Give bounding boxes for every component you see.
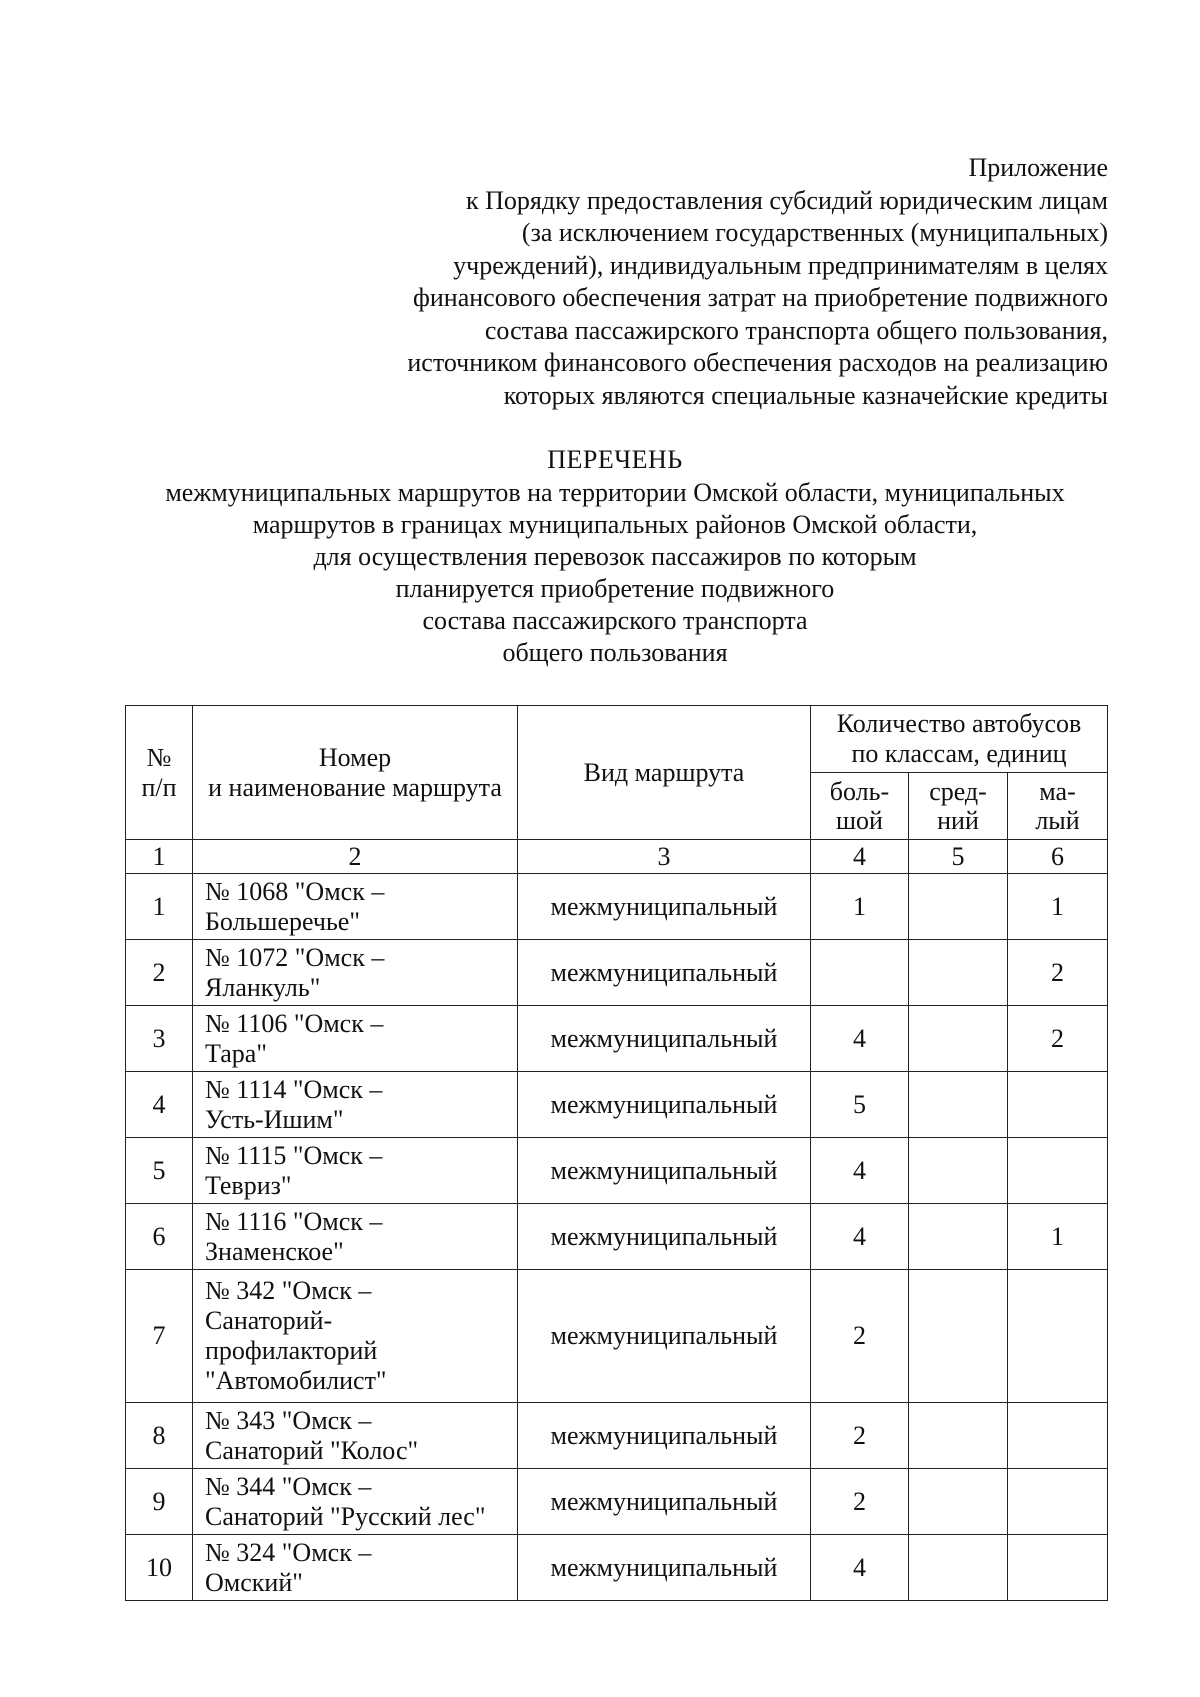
row-number: 9 <box>126 1469 193 1535</box>
header-large-line: шой <box>836 806 883 835</box>
appendix-line: учреждений), индивидуальным предпринимателям в целях <box>453 250 1108 280</box>
route-kind: межмуниципальный <box>518 1072 811 1138</box>
title-line: планируется приобретение подвижного <box>395 574 835 603</box>
header-num <box>126 706 193 840</box>
row-number: 10 <box>126 1535 193 1601</box>
route-name-line: профилакторий <box>205 1336 378 1365</box>
row-number: 4 <box>126 1072 193 1138</box>
route-name-line: № 1106 "Омск – <box>205 1008 384 1038</box>
header-num-line: № <box>146 742 172 772</box>
route-name-line: Санаторий "Колос" <box>205 1435 419 1465</box>
document-title <box>110 444 1120 669</box>
bus-count-small <box>1008 1535 1108 1601</box>
header-buses <box>811 706 1108 773</box>
bus-count-medium <box>909 1270 1008 1403</box>
header-medium <box>909 773 1008 840</box>
header-buses-line: Количество автобусов <box>836 709 1082 738</box>
bus-count-medium <box>909 1469 1008 1535</box>
column-index: 2 <box>193 840 518 874</box>
route-name <box>193 1204 518 1270</box>
table-row <box>126 1270 1108 1403</box>
header-small-line: ма- <box>1039 777 1076 806</box>
header-small-line: лый <box>1035 806 1080 835</box>
table-row <box>126 1204 1108 1270</box>
route-name-line: № 324 "Омск – <box>205 1537 372 1567</box>
route-name <box>193 1270 518 1403</box>
table-row <box>126 1072 1108 1138</box>
route-kind: межмуниципальный <box>518 1204 811 1270</box>
route-kind: межмуниципальный <box>518 874 811 940</box>
bus-count-small <box>1008 1270 1108 1403</box>
bus-count-large: 2 <box>811 1403 909 1469</box>
bus-count-small: 2 <box>1008 940 1108 1006</box>
column-index: 5 <box>909 840 1008 874</box>
route-name <box>193 1535 518 1601</box>
bus-count-medium <box>909 1403 1008 1469</box>
row-number: 2 <box>126 940 193 1006</box>
table-row <box>126 1403 1108 1469</box>
route-kind: межмуниципальный <box>518 1270 811 1403</box>
title-line: состава пассажирского транспорта <box>422 606 808 635</box>
appendix-line: которых являются специальные казначейские кредиты <box>503 380 1108 410</box>
bus-count-small <box>1008 1469 1108 1535</box>
appendix-header <box>288 152 1108 412</box>
bus-count-small: 1 <box>1008 874 1108 940</box>
bus-count-large: 2 <box>811 1469 909 1535</box>
header-kind: Вид маршрута <box>518 706 811 840</box>
route-kind: межмуниципальный <box>518 1006 811 1072</box>
title-heading: ПЕРЕЧЕНЬ <box>547 445 683 474</box>
route-name-line: № 1116 "Омск – <box>205 1206 383 1236</box>
table-row <box>126 1006 1108 1072</box>
route-name-line: № 342 "Омск – <box>205 1276 372 1305</box>
bus-count-large: 1 <box>811 874 909 940</box>
bus-count-large: 4 <box>811 1204 909 1270</box>
header-medium-line: сред- <box>929 777 987 806</box>
bus-count-large: 4 <box>811 1535 909 1601</box>
route-name-line: № 343 "Омск – <box>205 1405 372 1435</box>
header-medium-line: ний <box>937 806 979 835</box>
appendix-line: источником финансового обеспечения расходов на реализацию <box>407 348 1108 377</box>
row-number: 1 <box>126 874 193 940</box>
route-name <box>193 874 518 940</box>
bus-count-small <box>1008 1403 1108 1469</box>
column-index-row <box>126 840 1108 874</box>
table-row <box>126 1138 1108 1204</box>
header-name-line: и наименование маршрута <box>208 772 502 802</box>
route-name-line: Санаторий "Русский лес" <box>205 1501 486 1531</box>
bus-count-small <box>1008 1072 1108 1138</box>
bus-count-medium <box>909 874 1008 940</box>
appendix-line: (за исключением государственных (муниципальных) <box>521 218 1108 247</box>
row-number: 8 <box>126 1403 193 1469</box>
route-name <box>193 1138 518 1204</box>
row-number: 6 <box>126 1204 193 1270</box>
route-kind: межмуниципальный <box>518 1469 811 1535</box>
column-index: 3 <box>518 840 811 874</box>
route-name-line: № 1072 "Омск – <box>205 942 385 972</box>
appendix-line: состава пассажирского транспорта общего пользования, <box>484 315 1108 345</box>
route-name <box>193 940 518 1006</box>
route-kind: межмуниципальный <box>518 940 811 1006</box>
bus-count-small: 1 <box>1008 1204 1108 1270</box>
table-row <box>126 1535 1108 1601</box>
route-name <box>193 1403 518 1469</box>
route-name <box>193 1006 518 1072</box>
header-num-line: п/п <box>141 772 177 802</box>
bus-count-large: 2 <box>811 1270 909 1403</box>
table-row <box>126 940 1108 1006</box>
route-name <box>193 1469 518 1535</box>
route-name <box>193 1072 518 1138</box>
header-large <box>811 773 909 840</box>
route-name-line: Тевриз" <box>205 1170 292 1200</box>
route-name-line: Омский" <box>205 1567 303 1597</box>
title-line: межмуниципальных маршрутов на территории Омской области, муниципальных <box>165 478 1065 507</box>
route-name-line: № 344 "Омск – <box>205 1471 372 1501</box>
route-name-line: Большеречье" <box>205 906 360 936</box>
title-line: маршрутов в границах муниципальных районов Омской области, <box>252 510 978 539</box>
route-name-line: Тара" <box>205 1038 267 1068</box>
column-index: 6 <box>1008 840 1108 874</box>
bus-count-medium <box>909 1072 1008 1138</box>
bus-count-large: 4 <box>811 1138 909 1204</box>
route-kind: межмуниципальный <box>518 1403 811 1469</box>
row-number: 3 <box>126 1006 193 1072</box>
bus-count-large: 4 <box>811 1006 909 1072</box>
title-line: для осуществления перевозок пассажиров по которым <box>313 542 917 571</box>
bus-count-large: 5 <box>811 1072 909 1138</box>
header-name-line: Номер <box>318 742 392 772</box>
column-index: 1 <box>126 840 193 874</box>
appendix-line: финансового обеспечения затрат на приобретение подвижного <box>413 283 1108 312</box>
route-name-line: Знаменское" <box>205 1236 344 1266</box>
table-row <box>126 874 1108 940</box>
route-name-line: № 1068 "Омск – <box>205 876 385 906</box>
bus-count-small: 2 <box>1008 1006 1108 1072</box>
bus-count-medium <box>909 1204 1008 1270</box>
bus-count-medium <box>909 1006 1008 1072</box>
bus-count-medium <box>909 1535 1008 1601</box>
routes-table <box>125 705 1108 1601</box>
bus-count-large <box>811 940 909 1006</box>
appendix-line: к Порядку предоставления субсидий юридическим лицам <box>465 185 1108 215</box>
route-name-line: Санаторий- <box>205 1306 333 1335</box>
title-line: общего пользования <box>502 638 728 667</box>
header-name <box>193 706 518 840</box>
bus-count-small <box>1008 1138 1108 1204</box>
route-kind: межмуниципальный <box>518 1138 811 1204</box>
route-name-line: Усть-Ишим" <box>205 1104 344 1134</box>
header-large-line: боль- <box>829 777 890 806</box>
row-number: 7 <box>126 1270 193 1403</box>
header-small <box>1008 773 1108 840</box>
row-number: 5 <box>126 1138 193 1204</box>
table-row <box>126 1469 1108 1535</box>
bus-count-medium <box>909 940 1008 1006</box>
column-index: 4 <box>811 840 909 874</box>
route-kind: межмуниципальный <box>518 1535 811 1601</box>
appendix-line: Приложение <box>968 153 1108 182</box>
route-name-line: Яланкуль" <box>205 972 321 1002</box>
route-name-line: № 1115 "Омск – <box>205 1140 383 1170</box>
bus-count-medium <box>909 1138 1008 1204</box>
route-name-line: № 1114 "Омск – <box>205 1074 383 1104</box>
route-name-line: "Автомобилист" <box>205 1366 387 1395</box>
routes-table-body <box>126 874 1108 1601</box>
table-header-row <box>126 706 1108 773</box>
header-buses-line: по классам, единиц <box>851 739 1067 768</box>
